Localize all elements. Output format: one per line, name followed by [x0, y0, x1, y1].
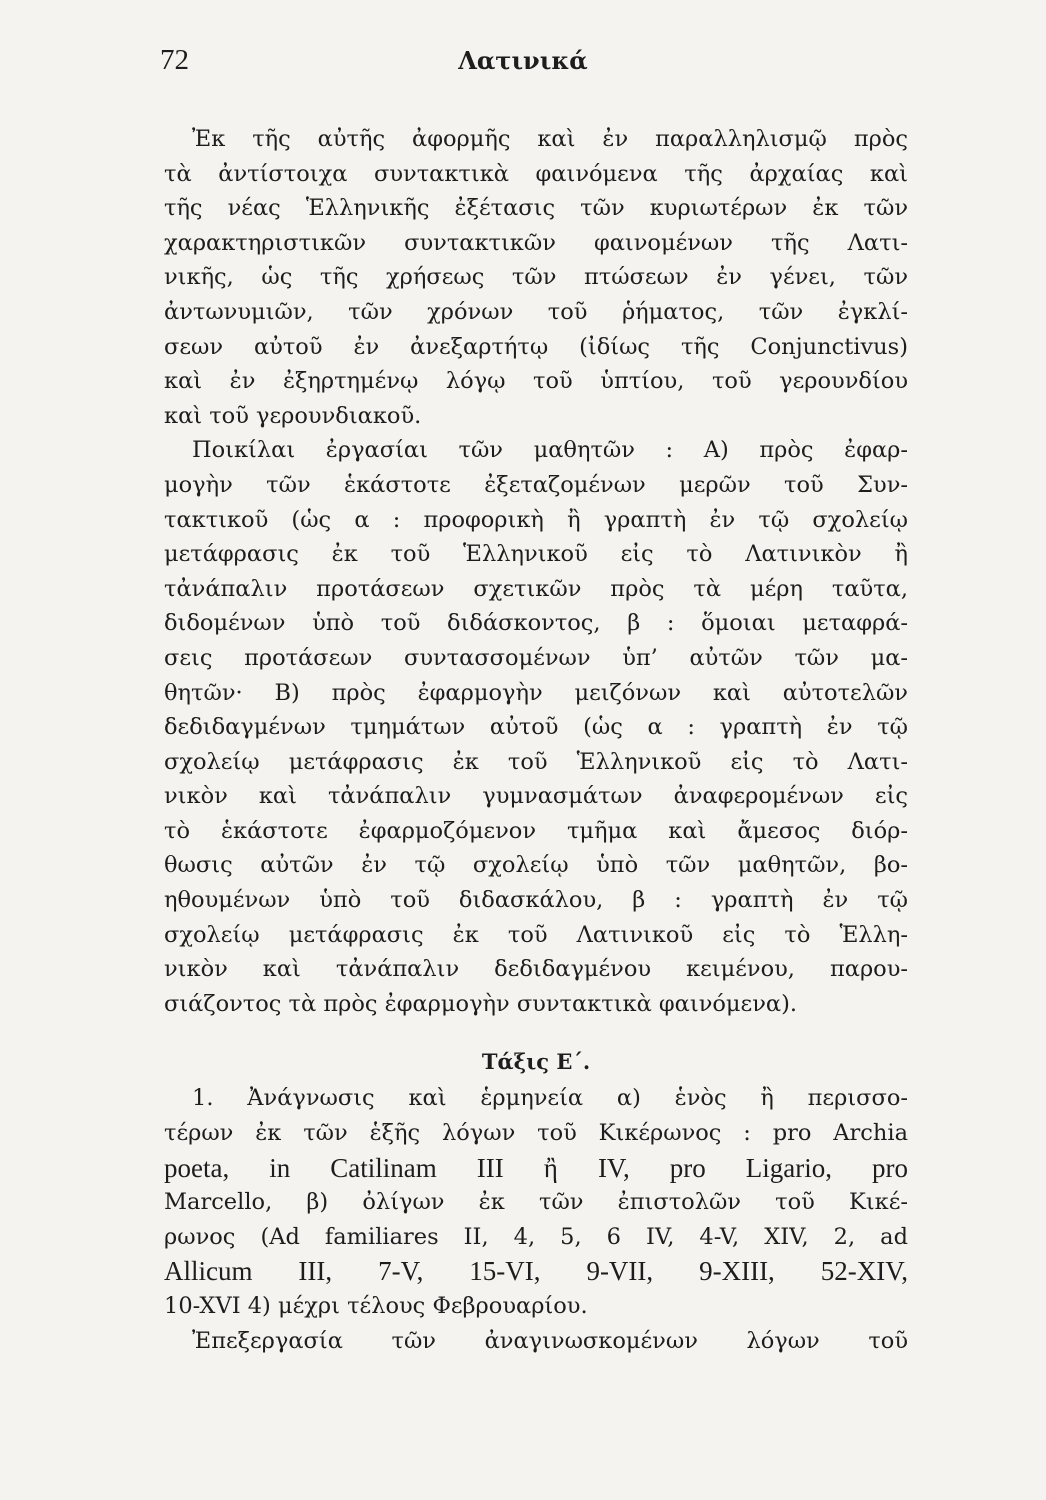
section-gap	[164, 1021, 908, 1041]
text-line: δεδιδαγμένων τμημάτων αὐτοῦ (ὡς α : γραπτὴ ἐν τῷ	[164, 714, 908, 741]
text-line: μογὴν τῶν ἑκάστοτε ἐξεταζομένων μερῶν τοῦ Συν-	[164, 471, 908, 498]
paragraph-1	[164, 122, 908, 433]
text-line: 1. Ἀνάγνωσις καὶ ἑρμηνεία α) ἑνὸς ἢ περισσο-	[192, 1085, 908, 1112]
page-header	[0, 44, 1046, 88]
text-line: Ποικίλαι ἐργασίαι τῶν μαθητῶν : Α) πρὸς ἐφαρ-	[192, 437, 908, 464]
paragraph-2	[164, 433, 908, 1021]
text-line: poeta, in Catilinam III ἢ IV, pro Ligario, pro	[164, 1152, 908, 1183]
text-line: τέρων ἐκ τῶν ἑξῆς λόγων τοῦ Κικέρωνος : pro Archia	[164, 1120, 908, 1147]
text-line: ἀντωνυμιῶν, τῶν χρόνων τοῦ ῥήματος, τῶν ἐγκλί-	[164, 298, 908, 325]
text-line: θητῶν· Β) πρὸς ἐφαρμογὴν μειζόνων καὶ αὐτοτελῶν	[164, 679, 908, 706]
text-line: σχολείῳ μετάφρασις ἐκ τοῦ Λατινικοῦ εἰς τὸ Ἑλλη-	[164, 921, 908, 948]
text-line: θωσις αὐτῶν ἐν τῷ σχολείῳ ὑπὸ τῶν μαθητῶν, βο-	[164, 852, 908, 879]
text-line: διδομένων ὑπὸ τοῦ διδάσκοντος, β : ὅμοιαι μεταφρά-	[164, 610, 908, 637]
text-line: Marcello, β) ὀλίγων ἐκ τῶν ἐπιστολῶν τοῦ Κικέ-	[164, 1189, 908, 1216]
text-line: σιάζοντος τὰ πρὸς ἐφαρμογὴν συντακτικὰ φαινόμενα).	[164, 990, 797, 1017]
text-line: νικὸν καὶ τἀνάπαλιν δεδιδαγμένου κειμένου, παρου-	[164, 956, 908, 983]
text-line: χαρακτηριστικῶν συντακτικῶν φαινομένων τῆς Λατι-	[164, 229, 908, 256]
running-head: Λατινικά	[458, 46, 588, 75]
text-line: Allicum III, 7-V, 15-VI, 9-VII, 9-XIII, 52-XIV,	[164, 1256, 908, 1287]
text-line: νικῆς, ὡς τῆς χρήσεως τῶν πτώσεων ἐν γένει, τῶν	[164, 264, 908, 291]
page-body	[164, 122, 908, 1358]
text-line: τἀνάπαλιν προτάσεων σχετικῶν πρὸς τὰ μέρη ταῦτα,	[164, 575, 908, 602]
text-line: τὰ ἀντίστοιχα συντακτικὰ φαινόμενα τῆς ἀρχαίας καὶ	[164, 160, 908, 187]
text-line: τὸ ἑκάστοτε ἐφαρμοζόμενον τμῆμα καὶ ἄμεσος διόρ-	[164, 817, 908, 844]
text-line: τακτικοῦ (ὡς α : προφορικὴ ἢ γραπτὴ ἐν τῷ σχολείῳ	[164, 506, 908, 533]
paragraph-4	[164, 1324, 908, 1359]
text-line: νικὸν καὶ τἀνάπαλιν γυμνασμάτων ἀναφερομένων εἰς	[164, 783, 908, 810]
page-number: 72	[160, 44, 189, 76]
text-line: 10-XVI 4) μέχρι τέλους Φεβρουαρίου.	[164, 1293, 588, 1319]
text-line: Ἐπεξεργασία τῶν ἀναγινωσκομένων λόγων τοῦ	[192, 1327, 908, 1354]
text-line: ηθουμένων ὑπὸ τοῦ διδασκάλου, β : γραπτὴ ἐν τῷ	[164, 887, 908, 914]
text-line: καὶ τοῦ γερουνδιακοῦ.	[164, 402, 422, 429]
text-line: σχολείῳ μετάφρασις ἐκ τοῦ Ἑλληνικοῦ εἰς τὸ Λατι-	[164, 748, 908, 775]
text-line: μετάφρασις ἐκ τοῦ Ἑλληνικοῦ εἰς τὸ Λατινικὸν ἢ	[164, 541, 908, 568]
text-line: καὶ ἐν ἐξηρτημένῳ λόγῳ τοῦ ὑπτίου, τοῦ γερουνδίου	[164, 368, 908, 395]
text-line: σεων αὐτοῦ ἐν ἀνεξαρτήτῳ (ἰδίως τῆς Conjunctivus)	[164, 333, 908, 360]
text-line: Ἐκ τῆς αὐτῆς ἀφορμῆς καὶ ἐν παραλληλισμῷ πρὸς	[192, 126, 908, 152]
text-line: τῆς νέας Ἑλληνικῆς ἐξέτασις τῶν κυριωτέρων ἐκ τῶν	[164, 195, 908, 222]
paragraph-3	[164, 1081, 908, 1323]
text-line: σεις προτάσεων συντασσομένων ὑπ’ αὐτῶν τῶν μα-	[164, 644, 908, 671]
text-line: ρωνος (Ad familiares II, 4, 5, 6 IV, 4-V, XIV, 2, ad	[164, 1223, 908, 1250]
section-heading: Τάξις Ε΄.	[481, 1049, 591, 1075]
